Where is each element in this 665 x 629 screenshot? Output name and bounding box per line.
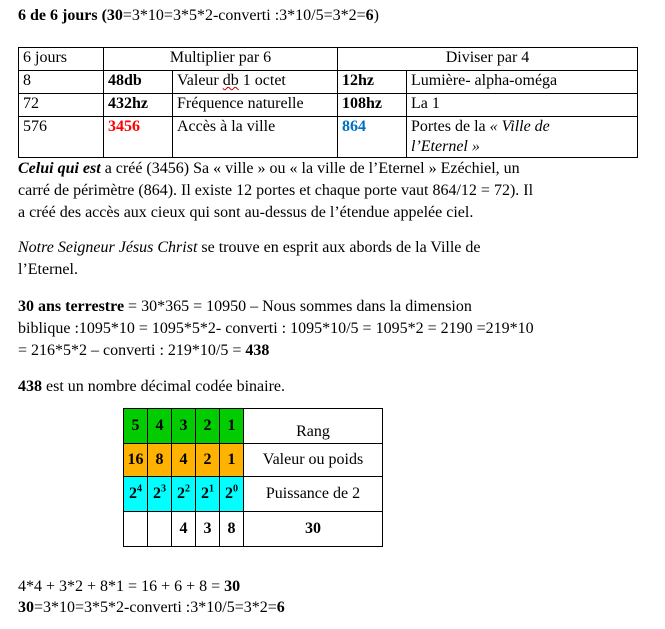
weight-cell: 4 [172,444,196,477]
footer-line-1: 4*4 + 3*2 + 8*1 = 16 + 6 + 8 = 30 [18,578,241,595]
power-label: Puissance de 2 [244,477,383,512]
rank-cell: 4 [148,409,172,444]
power-cell: $2^4$ [124,477,148,512]
paragraph-1-line-1: Celui qui est a créé (3456) Sa « ville » ou « la ville de l’Eternel » Ezéchiel, un [18,160,520,177]
title-formula: (30=3*10=3*5*2-converti :3*10/5=3*2=6) [101,7,379,24]
paragraph-3-line-2: biblique :1095*10 = 1095*5*2- converti : 1095*10/5 = 1095*2 = 2190 =219*10 [18,320,534,337]
footer-line-2: 30=3*10=3*5*2-converti :3*10/5=3*2=6 [18,599,285,616]
paragraph-2-line-1: Notre Seigneur Jésus Christ se trouve en esprit aux abords de la Ville de [18,239,481,256]
rank-cell: 5 [124,409,148,444]
paragraph-4: 438 est un nombre décimal codée binaire. [18,378,286,395]
power-cell: $2^3$ [148,477,172,512]
power-row [124,477,383,512]
cell-div-val: 12hz [338,71,407,94]
rank-cell: 2 [196,409,220,444]
cell-mult-desc: Accès à la ville [173,117,338,158]
cell-n: 72 [19,94,104,117]
rank-row [124,409,383,444]
table-header-row [19,48,638,71]
paragraph-2-line-2: l’Eternel. [18,261,78,278]
cell-mult-desc [173,71,338,94]
weight-cell: 16 [124,444,148,477]
table-row [19,94,638,117]
digit-cell [124,512,148,547]
cell-div-val: 864 [338,117,407,158]
table-row [19,71,638,94]
header-cell-days: 6 jours [19,48,104,71]
cell-n: 8 [19,71,104,94]
cell-mult-desc: Fréquence naturelle [173,94,338,117]
weight-label: Valeur ou poids [244,444,383,477]
title-bold: 6 de 6 jours [18,7,98,24]
binary-table [123,408,383,547]
weight-cell: 2 [196,444,220,477]
rank-label: Rang [244,409,383,444]
weight-row [124,444,383,477]
table-row [19,117,638,158]
page-title [18,6,379,26]
cell-n: 576 [19,117,104,158]
paragraph-3-line-1: 30 ans terrestre = 30*365 = 10950 – Nous sommes dans la dimension [18,298,472,315]
cell-mult-val: 48db [104,71,173,94]
paragraph-3-line-3: = 216*5*2 – converti : 219*10/5 = 438 [18,342,270,359]
total-cell: 30 [244,512,383,547]
digit-cell [148,512,172,547]
digit-cell: 8 [220,512,244,547]
mult-desc-text: Valeur db 1 octet [177,72,286,89]
cell-mult-val: 432hz [104,94,173,117]
weight-cell: 1 [220,444,244,477]
rank-cell: 1 [220,409,244,444]
header-cell-multiply: Multiplier par 6 [104,48,338,71]
paragraph-1-line-3: a créé des accès aux cieux qui sont au-dessus de l’étendue appelée ciel. [18,204,474,221]
digit-row [124,512,383,547]
cell-div-desc: La 1 [407,94,638,117]
cell-div-desc: Portes de la « Ville de l’Eternel » [407,117,638,158]
cell-div-val: 108hz [338,94,407,117]
cell-div-desc: Lumière- alpha-oméga [407,71,638,94]
digit-cell: 3 [196,512,220,547]
power-cell: $2^2$ [172,477,196,512]
header-cell-divide: Diviser par 4 [338,48,638,71]
paragraph-1-line-2: carré de périmètre (864). Il existe 12 portes et chaque porte vaut 864/12 = 72). Il [18,182,534,199]
six-days-table [18,47,638,158]
cell-mult-val: 3456 [104,117,173,158]
power-cell: $2^1$ [196,477,220,512]
digit-cell: 4 [172,512,196,547]
power-cell: $2^0$ [220,477,244,512]
rank-cell: 3 [172,409,196,444]
weight-cell: 8 [148,444,172,477]
